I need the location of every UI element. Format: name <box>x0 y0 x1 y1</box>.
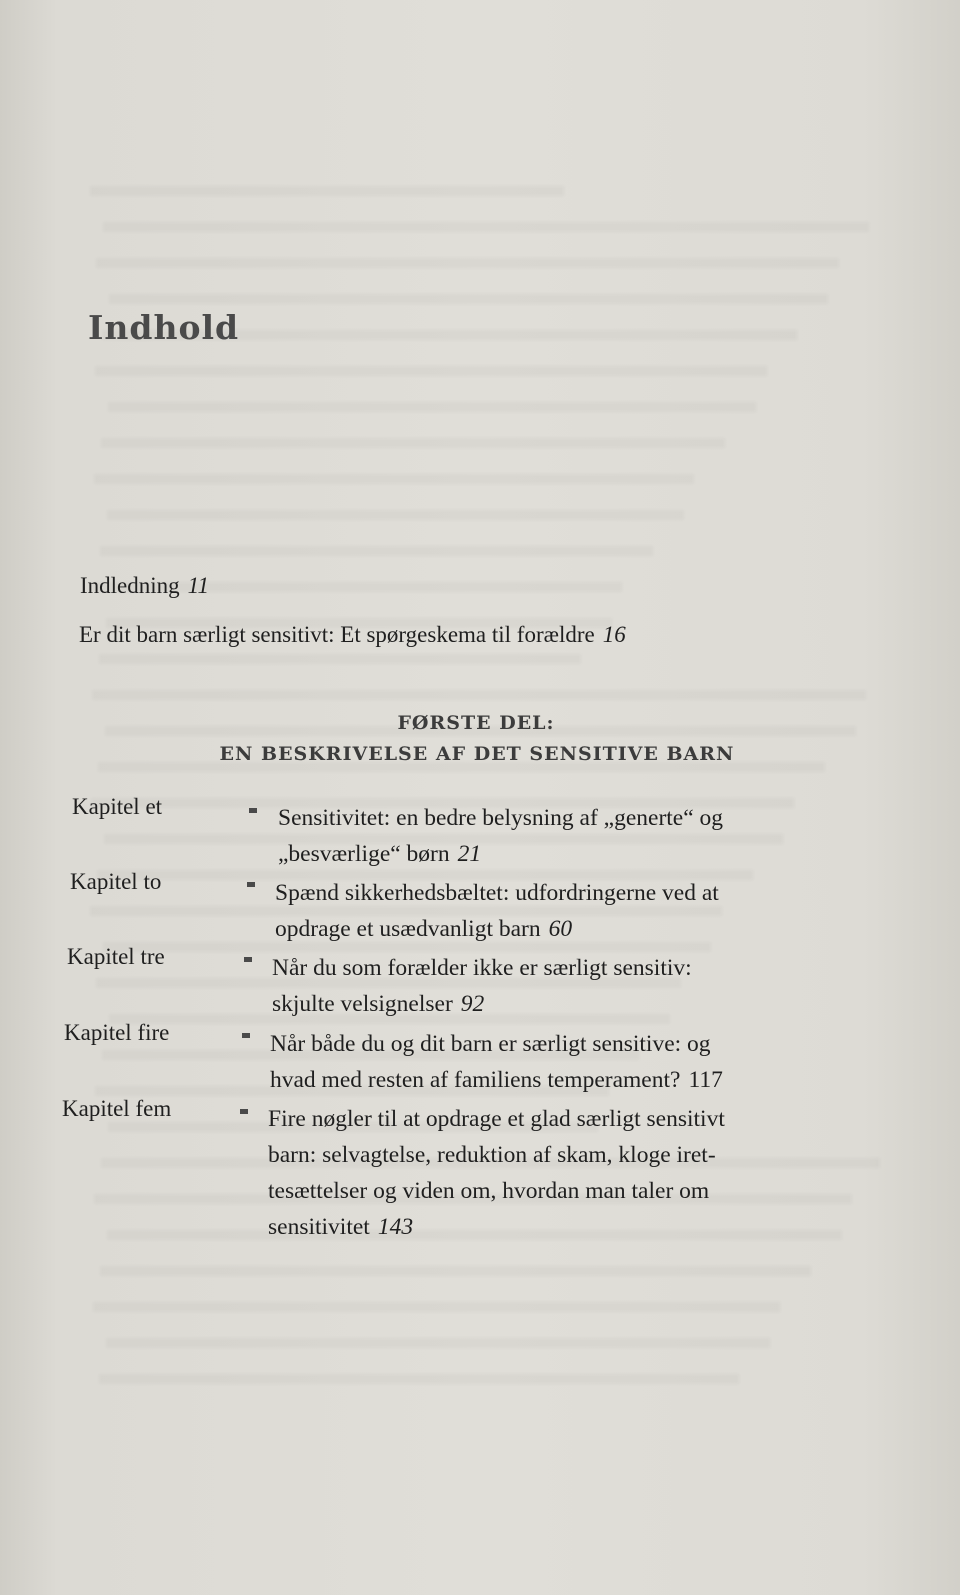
chapter-label: Kapitel et <box>72 794 163 819</box>
bleed-through-line <box>109 268 828 304</box>
chapter-title <box>272 950 692 1022</box>
chapter-label: Kapitel tre <box>67 944 165 969</box>
chapter-title-line: hvad med resten af familiens temperament? <box>270 1067 681 1093</box>
chapter-title-line: sensitivitet <box>268 1214 370 1240</box>
chapter-title-line: Spænd sikkerhedsbæltet: udfordringerne ved at <box>275 880 719 906</box>
bleed-through-line <box>100 520 653 556</box>
toc-entry-page: 16 <box>602 622 626 647</box>
chapter-title-line: Fire nøgler til at opdrage et glad særligt sensitivt <box>268 1106 725 1132</box>
part-heading-line1: FØRSTE DEL: <box>397 712 555 734</box>
bullet-icon <box>244 957 252 962</box>
chapter-label: Kapitel fire <box>64 1020 170 1045</box>
chapter-page: 143 <box>377 1214 414 1240</box>
chapter-title <box>268 1101 725 1245</box>
bleed-through-line <box>107 484 684 520</box>
toc-entry-text: Indledning <box>80 573 180 598</box>
bleed-through-line <box>96 232 839 268</box>
bleed-through-line <box>100 1240 811 1276</box>
bullet-icon <box>242 1033 250 1038</box>
chapter-page: 92 <box>460 991 485 1017</box>
part-heading-line2: EN BESKRIVELSE AF DET SENSITIVE BARN <box>219 743 735 765</box>
chapter-title <box>275 875 719 947</box>
bleed-through-line <box>101 412 725 448</box>
chapter-title-line: barn: selvagtelse, reduktion af skam, kloge iret- <box>268 1142 716 1168</box>
chapter-title <box>270 1026 723 1098</box>
page-title: Indhold <box>88 308 240 347</box>
bleed-through-line <box>94 448 694 484</box>
chapter-page: 60 <box>548 916 573 942</box>
toc-entry-page: 11 <box>187 573 209 598</box>
bleed-through-line <box>92 664 866 700</box>
chapter-title-line: Når du som forælder ikke er særligt sensitiv: <box>272 955 692 981</box>
chapter-page: 21 <box>457 841 482 867</box>
toc-entry-intro <box>80 573 209 599</box>
chapter-label: Kapitel fem <box>62 1096 172 1121</box>
bleed-through-line <box>99 1348 739 1384</box>
chapter-title-line: tesættelser og viden om, hvordan man taler om <box>268 1178 710 1204</box>
chapter-title-line: Sensitivitet: en bedre belysning af „generte“ og <box>278 805 724 831</box>
chapter-title-line: opdrage et usædvanligt barn <box>275 916 541 942</box>
bleed-through-line <box>93 1276 780 1312</box>
bullet-icon <box>240 1109 248 1114</box>
toc-entry-questionnaire <box>79 622 626 648</box>
bullet-icon <box>247 882 255 887</box>
bleed-through-line <box>90 160 564 196</box>
chapter-title <box>278 800 723 872</box>
bleed-through-line <box>103 196 869 232</box>
bullet-icon <box>249 808 257 813</box>
bleed-through-line <box>108 376 756 412</box>
toc-entry-text: Er dit barn særligt sensitivt: Et spørgeskema til forældre <box>79 622 595 647</box>
chapter-title-line: Når både du og dit barn er særligt sensitive: og <box>270 1031 711 1057</box>
bleed-through-line <box>106 1312 770 1348</box>
chapter-label: Kapitel to <box>70 869 162 894</box>
chapter-title-line: skjulte velsignelser <box>272 991 453 1017</box>
chapter-page: 117 <box>688 1067 723 1093</box>
chapter-title-line: „besværlige“ børn <box>278 841 450 867</box>
